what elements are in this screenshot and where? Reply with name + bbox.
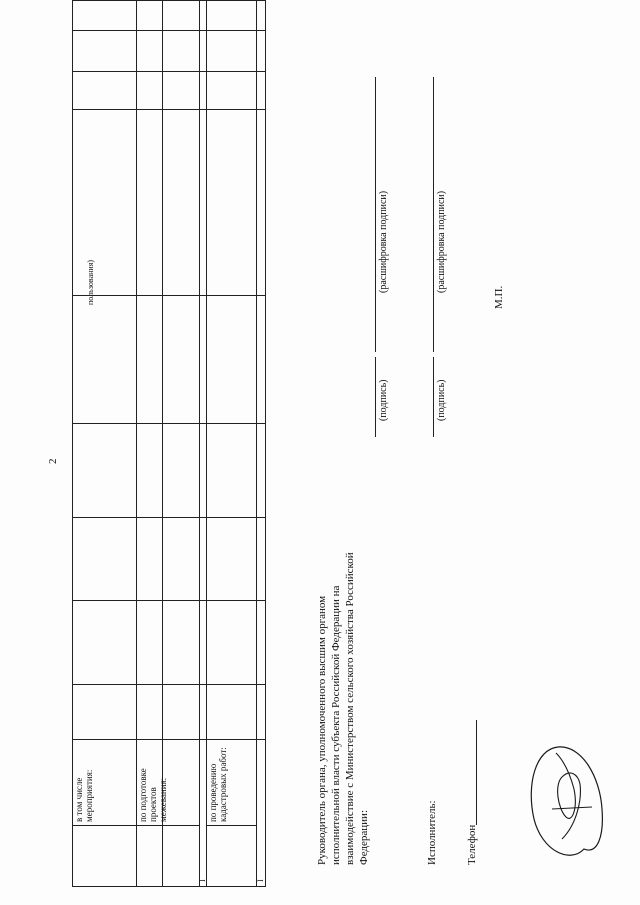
table-row <box>207 1 257 887</box>
table-row <box>163 1 200 887</box>
row-label: в том числе мероприятия: <box>74 769 95 822</box>
row-label-cell <box>207 739 257 886</box>
row-label: по подготовке проектов межевания: <box>138 768 169 822</box>
executor-name-line <box>433 77 434 352</box>
phone-line <box>476 720 477 825</box>
table-header-note: пользования) <box>86 259 95 305</box>
phone-label: Телефон <box>466 824 478 865</box>
table-row <box>73 1 137 887</box>
name-caption: (расшифровка подписи) <box>378 190 389 293</box>
row-label-cell <box>73 739 137 886</box>
stamp-label: М.П. <box>493 285 505 309</box>
table-row <box>257 1 266 887</box>
row-mark-cell <box>200 739 207 886</box>
row-mark: I <box>198 879 207 882</box>
report-table <box>72 0 266 887</box>
handwritten-signature <box>522 739 612 869</box>
executor-label: Исполнитель: <box>426 800 438 865</box>
row-mark-cell <box>257 739 266 886</box>
row-mark: I <box>256 879 265 882</box>
executor-signature-caption: (подпись) <box>436 379 447 421</box>
executor-signature-line <box>433 357 434 437</box>
head-of-authority-text: Руководитель органа, уполномоченного высшим органом исполнительной власти субъекта Российской Федерации на взаимодействие с Министерством сельского хозяйства Российской Федерации: <box>316 552 371 865</box>
name-line <box>375 77 376 352</box>
row-label: по проведению кадастровых работ: <box>208 747 229 822</box>
table-row <box>200 1 207 887</box>
page-number: 2 <box>47 458 59 464</box>
row-label-cell <box>137 739 169 886</box>
signature-caption: (подпись) <box>378 379 389 421</box>
executor-name-caption: (расшифровка подписи) <box>436 190 447 293</box>
row-label-cell <box>163 739 200 886</box>
table-row <box>137 1 163 887</box>
signature-line <box>375 357 376 437</box>
